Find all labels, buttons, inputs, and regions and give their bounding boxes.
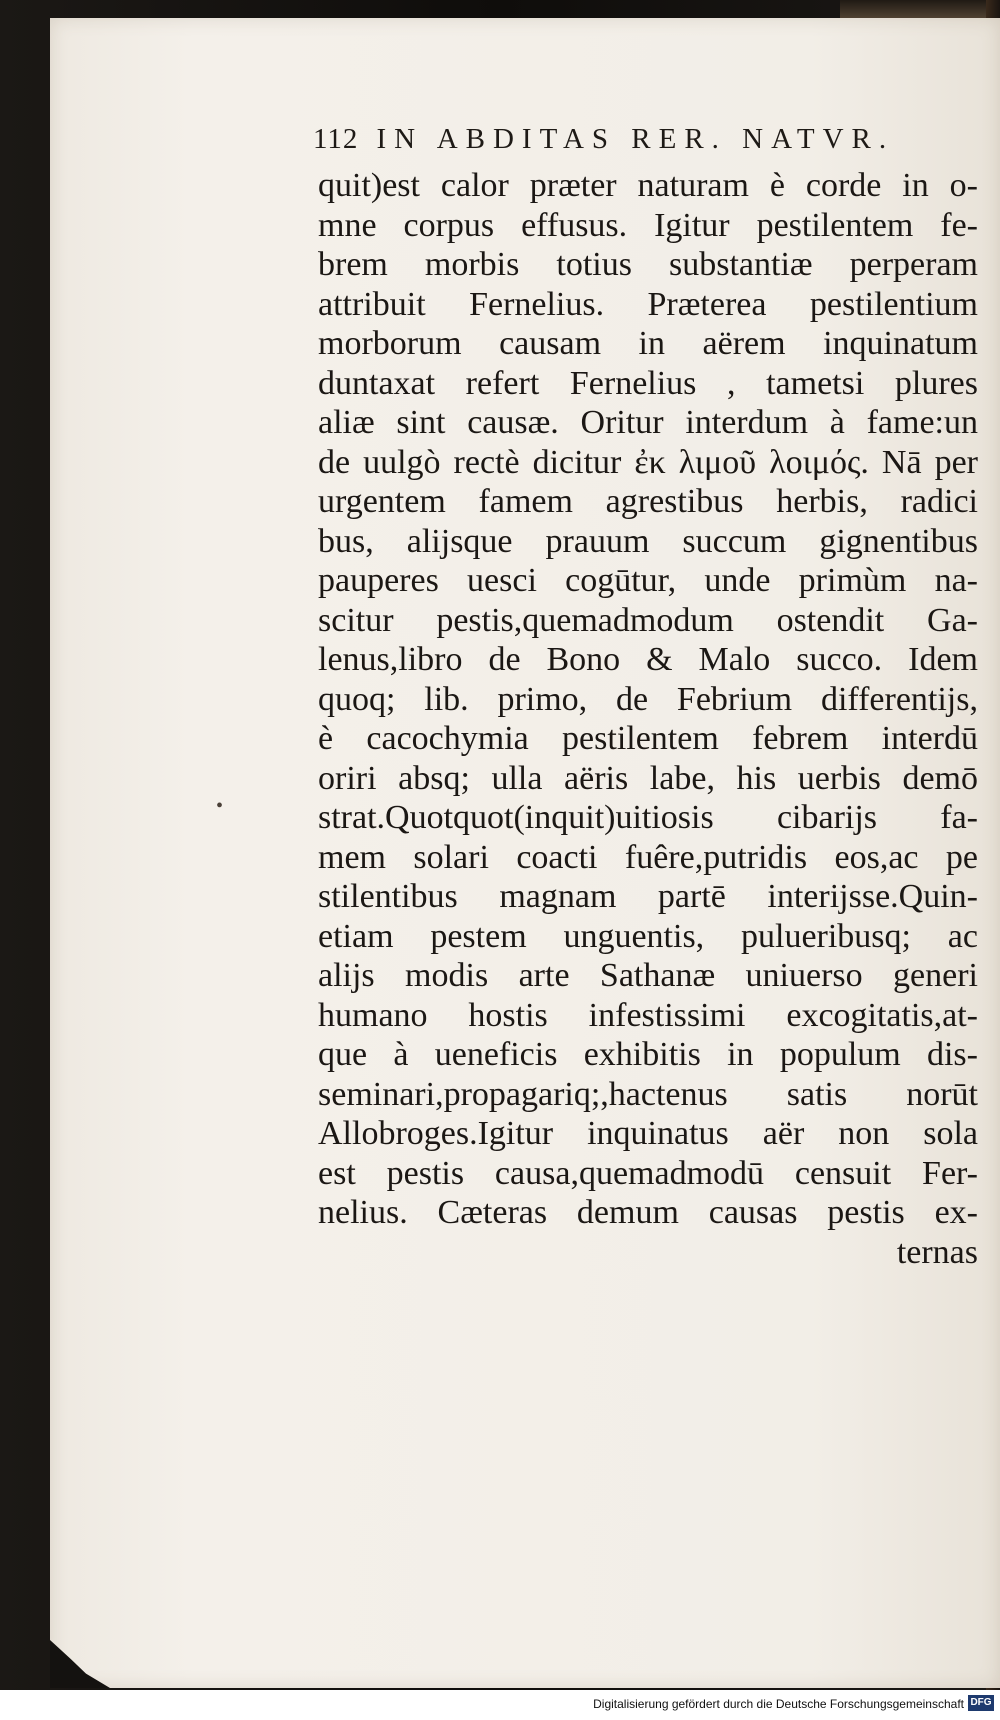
text-line: lenus,libro de Bono & Malo succo. Idem [318,641,978,678]
text-line: aliæ sint causæ. Oritur interdum à fame:un [318,404,978,441]
text-line: stilentibus magnam partē interijsse.Quin- [318,878,978,915]
running-head [313,123,913,163]
text-line: de uulgò rectè dicitur ἐκ λιμοῦ λοιμός. Nā per [318,443,978,481]
text-line: seminari,propagariq;,hactenus satis norūt [318,1075,978,1113]
text-line: quit)est calor præter naturam è corde in o- [318,167,978,204]
text-line: que à ueneficis exhibitis in populum dis- [318,1036,978,1073]
body-text [318,166,978,1272]
running-head-title: IN ABDITAS RER. NATVR. [376,123,895,155]
text-line: duntaxat refert Fernelius , tametsi plures [318,364,978,402]
text-line: scitur pestis,quemadmodum ostendit Ga- [318,601,978,639]
text-line: pauperes uesci cogūtur, unde primùm na- [318,562,978,599]
text-line: urgentem famem agrestibus herbis, radici [318,483,978,520]
catchword: ternas [896,1233,978,1271]
text-line: mem solari coacti fuêre,putridis eos,ac pe [318,838,978,876]
dfg-logo: DFG [968,1695,994,1711]
text-line: etiam pestem unguentis, pulueribusq; ac [318,917,978,955]
text-line: humano hostis infestissimi excogitatis,at- [318,996,978,1034]
text-line: attribuit Fernelius. Præterea pestilentium [318,285,978,323]
text-line: est pestis causa,quemadmodū censuit Fer- [318,1154,978,1192]
text-line: alijs modis arte Sathanæ uniuerso generi [318,957,978,994]
text-line: brem morbis totius substantiæ perperam [318,246,978,283]
text-line: quoq; lib. primo, de Febrium differentijs, [318,680,978,718]
text-line: nelius. Cæteras demum causas pestis ex- [318,1194,978,1231]
text-line: è cacochymia pestilentem febrem interdū [318,720,978,757]
margin-mark: • [216,795,224,817]
text-line: morborum causam in aërem inquinatum [318,325,978,362]
text-line: bus, alijsque prauum succum gignentibus [318,522,978,560]
page-number: 112 [313,123,359,155]
digitization-credit: Digitalisierung gefördert durch die Deutsche Forschungsgemeinschaft [593,1697,964,1711]
text-line: oriri absq; ulla aëris labe, his uerbis demō [318,759,978,797]
text-line: strat.Quotquot(inquit)uitiosis cibarijs fa- [318,799,978,836]
text-line: Allobroges.Igitur inquinatus aër non sola [318,1115,978,1152]
text-line: mne corpus effusus. Igitur pestilentem fe- [318,206,978,244]
